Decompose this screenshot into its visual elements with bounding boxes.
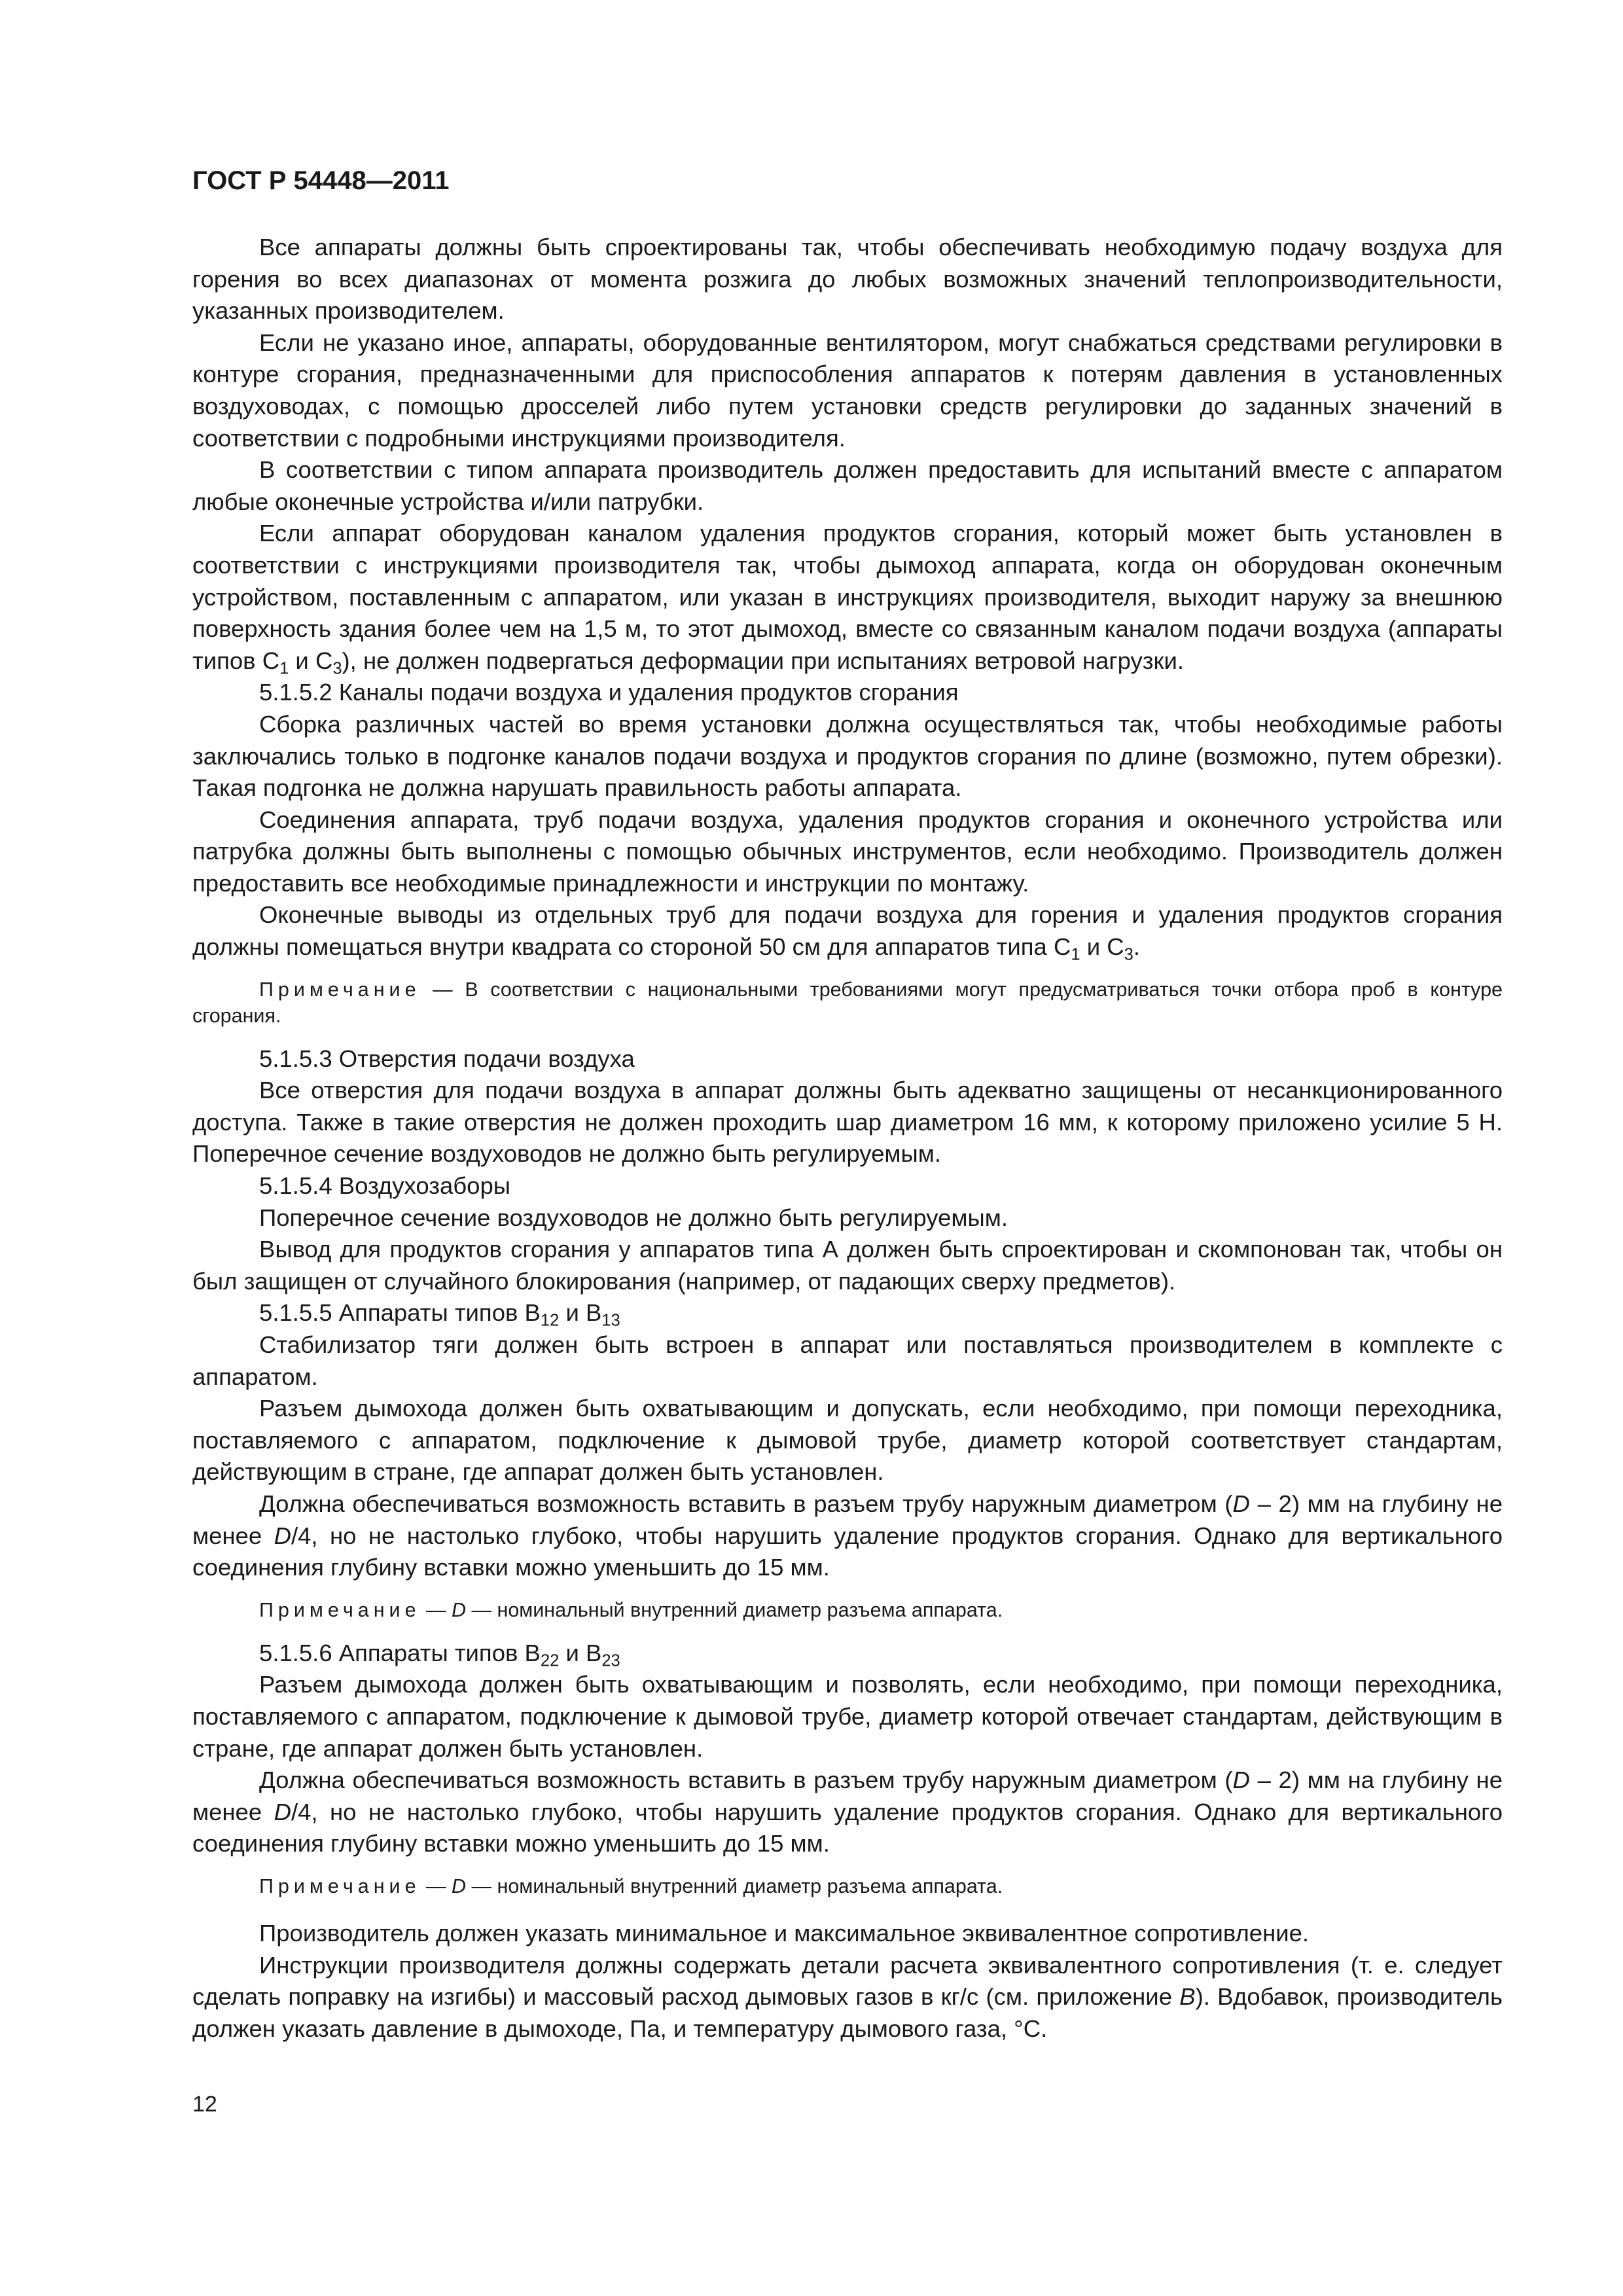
note-label: Примечание bbox=[259, 1874, 421, 1897]
text-run: — bbox=[420, 1874, 452, 1897]
italic-symbol: D bbox=[452, 1874, 467, 1897]
text-run: — В соответствии с национальными требованиями могут предусматриваться точки отбора проб в контуре сгорания. bbox=[192, 978, 1503, 1027]
text-run: Оконечные выводы из отдельных труб для подачи воздуха для горения и удаления продуктов сгорания должны помещаться внутри квадрата со стороной 50 см для аппаратов типа С bbox=[192, 901, 1503, 961]
section-heading bbox=[192, 1170, 1503, 1202]
subscript: 1 bbox=[279, 659, 289, 678]
paragraph bbox=[192, 232, 1503, 327]
italic-symbol: D bbox=[1232, 1490, 1250, 1517]
text-run: — bbox=[420, 1598, 452, 1621]
paragraph bbox=[192, 1202, 1503, 1234]
text-run: Поперечное сечение воздуховодов не должно быть регулируемым. bbox=[259, 1204, 1008, 1231]
note-label: Примечание bbox=[259, 1598, 421, 1621]
text-run: Разъем дымохода должен быть охватывающим и допускать, если необходимо, при помощи переходника, поставляемого с аппаратом, подключение к дымовой трубе, диаметр которой соответствует стандартам, действующим в стране, где аппарат должен быть установлен. bbox=[192, 1395, 1503, 1486]
page-footer bbox=[192, 2092, 217, 2117]
text-run: и В bbox=[559, 1639, 602, 1666]
paragraph bbox=[192, 1669, 1503, 1765]
text-run: Сборка различных частей во время установки должна осуществляться так, чтобы необходимые работы заключались только в подгонке каналов подачи воздуха и продуктов сгорания по длине (возможно, путем обрезки). Такая подгонка не должна нарушать правильность работы аппарата. bbox=[192, 710, 1503, 802]
text-run: и В bbox=[559, 1299, 602, 1327]
paragraph bbox=[192, 1329, 1503, 1393]
italic-symbol: D bbox=[274, 1522, 291, 1549]
text-run: Соединения аппарата, труб подачи воздуха, удаления продуктов сгорания и оконечного устройства или патрубка должны быть выполнены с помощью обычных инструментов, если необходимо. Производитель должен предоставить все необходимые принадлежности и инструкции по монтажу. bbox=[192, 806, 1503, 897]
note bbox=[192, 977, 1503, 1029]
document-id: ГОСТ Р 54448—2011 bbox=[192, 166, 450, 195]
italic-symbol: D bbox=[1232, 1767, 1250, 1794]
note-label: Примечание bbox=[259, 978, 421, 1001]
text-run: и С bbox=[289, 647, 333, 674]
text-run: — номинальный внутренний диаметр разъема аппарата. bbox=[466, 1874, 1003, 1897]
page-content bbox=[192, 232, 1503, 2045]
text-run: Если не указано иное, аппараты, оборудованные вентилятором, могут снабжаться средствами регулировки в контуре сгорания, предназначенными для приспособления аппаратов к потерям давления в установленных воздуховодах, с помощью дросселей либо путем установки средств регулировки до заданных значений в соответствии с подробными инструкциями производителя. bbox=[192, 329, 1503, 452]
document-header bbox=[192, 165, 450, 196]
text-run: 5.1.5.6 Аппараты типов В bbox=[259, 1639, 541, 1666]
text-run: Производитель должен указать минимальное и максимальное эквивалентное сопротивление. bbox=[259, 1919, 1310, 1946]
subscript: 3 bbox=[1124, 945, 1133, 964]
text-run: Все отверстия для подачи воздуха в аппарат должны быть адекватно защищены от несанкционированного доступа. Также в такие отверстия не должен проходить шар диаметром 16 мм, к которому приложено усилие 5 Н. Поперечное сечение воздуховодов не должно быть регулируемым. bbox=[192, 1077, 1503, 1168]
section-heading bbox=[192, 1297, 1503, 1329]
paragraph bbox=[192, 1918, 1503, 1950]
text-run: Если аппарат оборудован каналом удаления продуктов сгорания, который может быть установлен в соответствии с инструкциями производителя так, чтобы дымоход аппарата, когда он оборудован оконечным устройством, поставленным с аппаратом, или указан в инструкциях производителя, выходит наружу за внешнюю поверхность здания более чем на 1,5 м, то этот дымоход, вместе со связанным каналом подачи воздуха (аппараты типов С bbox=[192, 520, 1503, 674]
subscript: 13 bbox=[601, 1312, 620, 1331]
text-run: Инструкции производителя должны содержать детали расчета эквивалентного сопротивления (т. е. следует сделать поправку на изгибы) и массовый расход дымовых газов в кг/с (см. приложение bbox=[192, 1951, 1503, 2011]
text-run: 5.1.5.5 Аппараты типов В bbox=[259, 1299, 541, 1327]
paragraph bbox=[192, 804, 1503, 900]
document-body bbox=[192, 232, 1503, 2045]
text-run: 5.1.5.3 Отверстия подачи воздуха bbox=[259, 1045, 635, 1072]
text-run: – 2) мм на глубину не менее bbox=[192, 1767, 1503, 1825]
text-run: Должна обеспечиваться возможность вставить в разъем трубу наружным диаметром ( bbox=[259, 1767, 1233, 1794]
note bbox=[192, 1873, 1503, 1899]
text-run: ), не должен подвергаться деформации при испытаниях ветровой нагрузки. bbox=[342, 647, 1185, 674]
subscript: 3 bbox=[332, 659, 342, 678]
subscript: 23 bbox=[601, 1651, 620, 1670]
text-run: Разъем дымохода должен быть охватывающим и позволять, если необходимо, при помощи переходника, поставляемого с аппаратом, подключение к дымовой трубе, диаметр которой отвечает стандартам, действующим в стране, где аппарат должен быть установлен. bbox=[192, 1671, 1503, 1762]
text-run: Все аппараты должны быть спроектированы так, чтобы обеспечивать необходимую подачу воздуха для горения во всех диапазонах от момента розжига до любых возможных значений теплопроизводительности, указанных производителем. bbox=[192, 234, 1503, 325]
text-run: В соответствии с типом аппарата производитель должен предоставить для испытаний вместе с аппаратом любые оконечные устройства и/или патрубки. bbox=[192, 456, 1503, 515]
subscript: 22 bbox=[540, 1651, 560, 1670]
text-run: и С bbox=[1080, 933, 1124, 961]
section-heading bbox=[192, 677, 1503, 709]
subscript: 1 bbox=[1071, 945, 1080, 964]
note bbox=[192, 1597, 1503, 1623]
paragraph bbox=[192, 1234, 1503, 1297]
text-run: Должна обеспечиваться возможность вставить в разъем трубу наружным диаметром ( bbox=[259, 1490, 1233, 1517]
text-run: — номинальный внутренний диаметр разъема аппарата. bbox=[466, 1598, 1003, 1621]
subscript: 12 bbox=[540, 1312, 560, 1331]
text-run: Стабилизатор тяги должен быть встроен в аппарат или поставляться производителем в комплекте с аппаратом. bbox=[192, 1331, 1503, 1390]
italic-symbol: D bbox=[452, 1598, 467, 1621]
paragraph bbox=[192, 1488, 1503, 1584]
italic-symbol: D bbox=[274, 1798, 291, 1825]
text-run: – 2) мм на глубину не менее bbox=[192, 1490, 1503, 1549]
text-run: 5.1.5.2 Каналы подачи воздуха и удаления продуктов сгорания bbox=[259, 679, 959, 706]
italic-symbol: В bbox=[1179, 1983, 1196, 2011]
text-run: Вывод для продуктов сгорания у аппаратов типа А должен быть спроектирован и скомпонован так, чтобы он был защищен от случайного блокирования (например, от падающих сверху предметов). bbox=[192, 1236, 1503, 1295]
text-run: 5.1.5.4 Воздухозаборы bbox=[259, 1172, 510, 1200]
paragraph bbox=[192, 1950, 1503, 2045]
paragraph bbox=[192, 1765, 1503, 1860]
paragraph bbox=[192, 327, 1503, 454]
text-run: /4, но не настолько глубоко, чтобы нарушить удаление продуктов сгорания. Однако для вертикального соединения глубину вставки можно уменьшить до 15 мм. bbox=[192, 1798, 1503, 1857]
text-run: . bbox=[1133, 933, 1140, 961]
paragraph bbox=[192, 1393, 1503, 1488]
section-heading bbox=[192, 1043, 1503, 1075]
paragraph bbox=[192, 709, 1503, 804]
paragraph bbox=[192, 454, 1503, 518]
paragraph bbox=[192, 518, 1503, 677]
paragraph bbox=[192, 899, 1503, 963]
text-run: ). Вдобавок, производитель должен указать давление в дымоходе, Па, и температуру дымового газа, °С. bbox=[192, 1983, 1503, 2042]
paragraph bbox=[192, 1075, 1503, 1170]
page-number: 12 bbox=[192, 2092, 217, 2117]
text-run: /4, но не настолько глубоко, чтобы нарушить удаление продуктов сгорания. Однако для вертикального соединения глубину вставки можно уменьшить до 15 мм. bbox=[192, 1522, 1503, 1581]
section-heading bbox=[192, 1638, 1503, 1670]
